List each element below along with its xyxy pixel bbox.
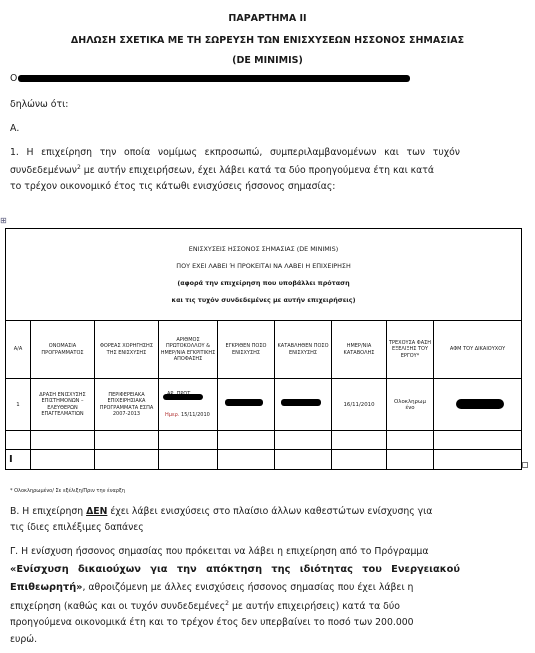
table-resize-handle[interactable] [522, 462, 528, 468]
section-b-line2: τις ίδιες επιλέξιμες δαπάνες [10, 522, 144, 533]
empty-cell [434, 431, 522, 450]
row1-body: ΠΕΡΙΦΕΡΕΙΑΚΑ ΕΠΙΧΕΙΡΗΣΙΑΚΑ ΠΡΟΓΡΑΜΜΑΤΑ ΕΣΠΑ 2007-2013 [95, 379, 159, 431]
empty-cell [95, 450, 159, 470]
empty-cell [275, 450, 332, 470]
para1-line2 [10, 164, 460, 176]
empty-cell [31, 450, 95, 470]
empty-cell [218, 431, 275, 450]
empty-cell [159, 431, 218, 450]
section-g-line6: ευρώ. [10, 634, 38, 645]
col-aa: Α/Α [6, 321, 31, 379]
redacted-paid [281, 399, 321, 406]
col-body: ΦΟΡΕΑΣ ΧΟΡΗΓΗΣΗΣ ΤΗΣ ΕΝΙΣΧΥΣΗΣ [95, 321, 159, 379]
section-g-line4b: με αυτήν επιχειρήσεις) κατά τα δύο [228, 601, 400, 613]
table-header-row [6, 229, 522, 321]
section-g-sup: 2 [225, 600, 229, 607]
col-approved-amount: ΕΓΚΡΙΘΕΝ ΠΟΣΟ ΕΝΙΣΧΥΣΗΣ [218, 321, 275, 379]
deminimis-title: (DE MINIMIS) [232, 55, 303, 66]
declaration-title: ΔΗΛΩΣΗ ΣΧΕΤΙΚΑ ΜΕ ΤΗ ΣΩΡΕΥΣΗ ΤΩΝ ΕΝΙΣΧΥΣΕΩΝ ΗΣΣΟΝΟΣ ΣΗΜΑΣΙΑΣ [70, 35, 465, 46]
empty-cell [387, 450, 434, 470]
table-title-4: και τις τυχόν συνδεδεμένες με αυτήν επιχειρήσεις) [171, 296, 356, 304]
empty-cell [218, 450, 275, 470]
section-g-line5: προηγούμενα οικονομικά έτη και το τρέχον έτος δεν υπερβαίνει το ποσό των 200.000 [10, 617, 414, 628]
row1-approved [218, 379, 275, 431]
para1-line2a: συνδεδεμένων [10, 165, 78, 177]
section-g-line2: «Ενίσχυση δικαιούχων για την απόκτηση της ιδιότητας του Ενεργειακού [10, 564, 460, 575]
row1-date-value: 15/11/2010 [181, 411, 210, 418]
para1-line1: 1. Η επιχείρηση την οποία νομίμως εκπροσωπώ, συμπεριλαμβανομένων και των τυχόν [10, 147, 460, 158]
col-payment-date: ΗΜΕΡ/ΝΙΑ ΚΑΤΑΒΟΛΗΣ [332, 321, 387, 379]
table-columns-row [6, 321, 522, 379]
empty-cell [95, 431, 159, 450]
section-a-label: Α. [10, 123, 20, 134]
section-g-line1: Γ. Η ενίσχυση ήσσονος σημασίας που πρόκειται να λάβει η επιχείρηση από το Πρόγραμμα [10, 546, 429, 557]
col-protocol: ΑΡΙΘΜΟΣ ΠΡΩΤΟΚΟΛΛΟΥ & ΗΜΕΡ/ΝΙΑ ΕΓΚΡΙΤΙΚΗΣ ΑΠΟΦΑΣΗΣ [159, 321, 218, 379]
section-g-line3a: Επιθεωρητή» [10, 582, 83, 593]
col-program: ΟΝΟΜΑΣΙΑ ΠΡΟΓΡΑΜΜΑΤΟΣ [31, 321, 95, 379]
section-g-line4 [10, 600, 400, 612]
empty-cell [275, 431, 332, 450]
declare-text: δηλώνω ότι: [10, 99, 69, 110]
empty-cell [6, 431, 31, 450]
table-title-3: (αφορά την επιχείρηση που υποβάλλει πρόταση [177, 279, 350, 287]
table-row [6, 450, 522, 470]
section-g-line3b: , αθροιζόμενη με άλλες ενισχύσεις ήσσονος σημασίας που έχει λάβει η [82, 582, 414, 593]
col-phase: ΤΡΕΧΟΥΣΑ ΦΑΣΗ ΕΞΕΛΙΞΗΣ ΤΟΥ ΕΡΓΟΥ* [387, 321, 434, 379]
para1-line2b: με αυτήν επιχειρήσεων, έχει λάβει κατά τα δύο προηγούμενα έτη και κατά [80, 165, 435, 177]
empty-cell [332, 450, 387, 470]
redacted-afm [456, 399, 504, 409]
table-anchor-icon[interactable]: ⊞ [0, 216, 7, 225]
table-row [6, 431, 522, 450]
table-title-1: ΕΝΙΣΧΥΣΕΙΣ ΗΣΣΟΝΟΣ ΣΗΜΑΣΙΑΣ (DE MINIMIS) [188, 245, 339, 253]
table-title-cell [6, 229, 522, 321]
section-g-line3 [10, 582, 413, 593]
redacted-protocol [163, 394, 203, 400]
row1-phase: Ολοκληρωμένο [387, 379, 434, 431]
row1-date-line [159, 412, 217, 418]
o-prefix: Ο [10, 73, 18, 84]
row1-afm [434, 379, 522, 431]
table-row [6, 379, 522, 431]
section-g-line4a: επιχείρηση (καθώς και οι τυχόν συνδεδεμένες [10, 601, 226, 613]
para1-sup: 2 [77, 164, 81, 171]
section-b-line1 [10, 506, 432, 517]
row3-marker[interactable]: I [6, 450, 31, 470]
row1-date-label: Ημερ. [165, 411, 180, 418]
empty-cell [434, 450, 522, 470]
row1-protocol [159, 379, 218, 431]
section-b-rest: έχει λάβει ενισχύσεις στο πλαίσιο άλλων καθεστώτων ενίσχυσης για [107, 506, 433, 517]
section-b-prefix: Β. Η επιχείρηση [10, 506, 87, 517]
annex-title: ΠΑΡΑΡΤΗΜΑ ΙΙ [228, 13, 307, 24]
redacted-approved [225, 399, 263, 406]
col-afm: ΑΦΜ ΤΟΥ ΔΙΚΑΙΟΥΧΟΥ [434, 321, 522, 379]
table-title-2: ΠΟΥ ΕΧΕΙ ΛΑΒΕΙ Ή ΠΡΟΚΕΙΤΑΙ ΝΑ ΛΑΒΕΙ Η ΕΠΙΧΕΙΡΗΣΗ [176, 262, 351, 270]
row1-payment-date: 16/11/2010 [332, 379, 387, 431]
col-paid-amount: ΚΑΤΑΒΛΗΘΕΝ ΠΟΣΟ ΕΝΙΣΧΥΣΗΣ [275, 321, 332, 379]
redacted-name [18, 75, 410, 82]
section-b-den: ΔΕΝ [86, 506, 108, 517]
empty-cell [31, 431, 95, 450]
row1-aa: 1 [6, 379, 31, 431]
row1-paid [275, 379, 332, 431]
empty-cell [159, 450, 218, 470]
row1-program: ΔΡΑΣΗ ΕΝΙΣΧΥΣΗΣ ΕΠΙΣΤΗΜΟΝΩΝ – ΕΛΕΥΘΕΡΩΝ ΕΠΑΓΓΕΛΜΑΤΙΩΝ [31, 379, 95, 431]
footnote-text: * Ολοκληρωμένο/ Σε εξέλιξη/Πριν την έναρξη [10, 488, 125, 494]
empty-cell [332, 431, 387, 450]
para1-line3: το τρέχον οικονομικό έτος τις κάτωθι ενισχύσεις ήσσονος σημασίας: [10, 181, 336, 192]
empty-cell [387, 431, 434, 450]
deminimis-table [5, 228, 522, 470]
